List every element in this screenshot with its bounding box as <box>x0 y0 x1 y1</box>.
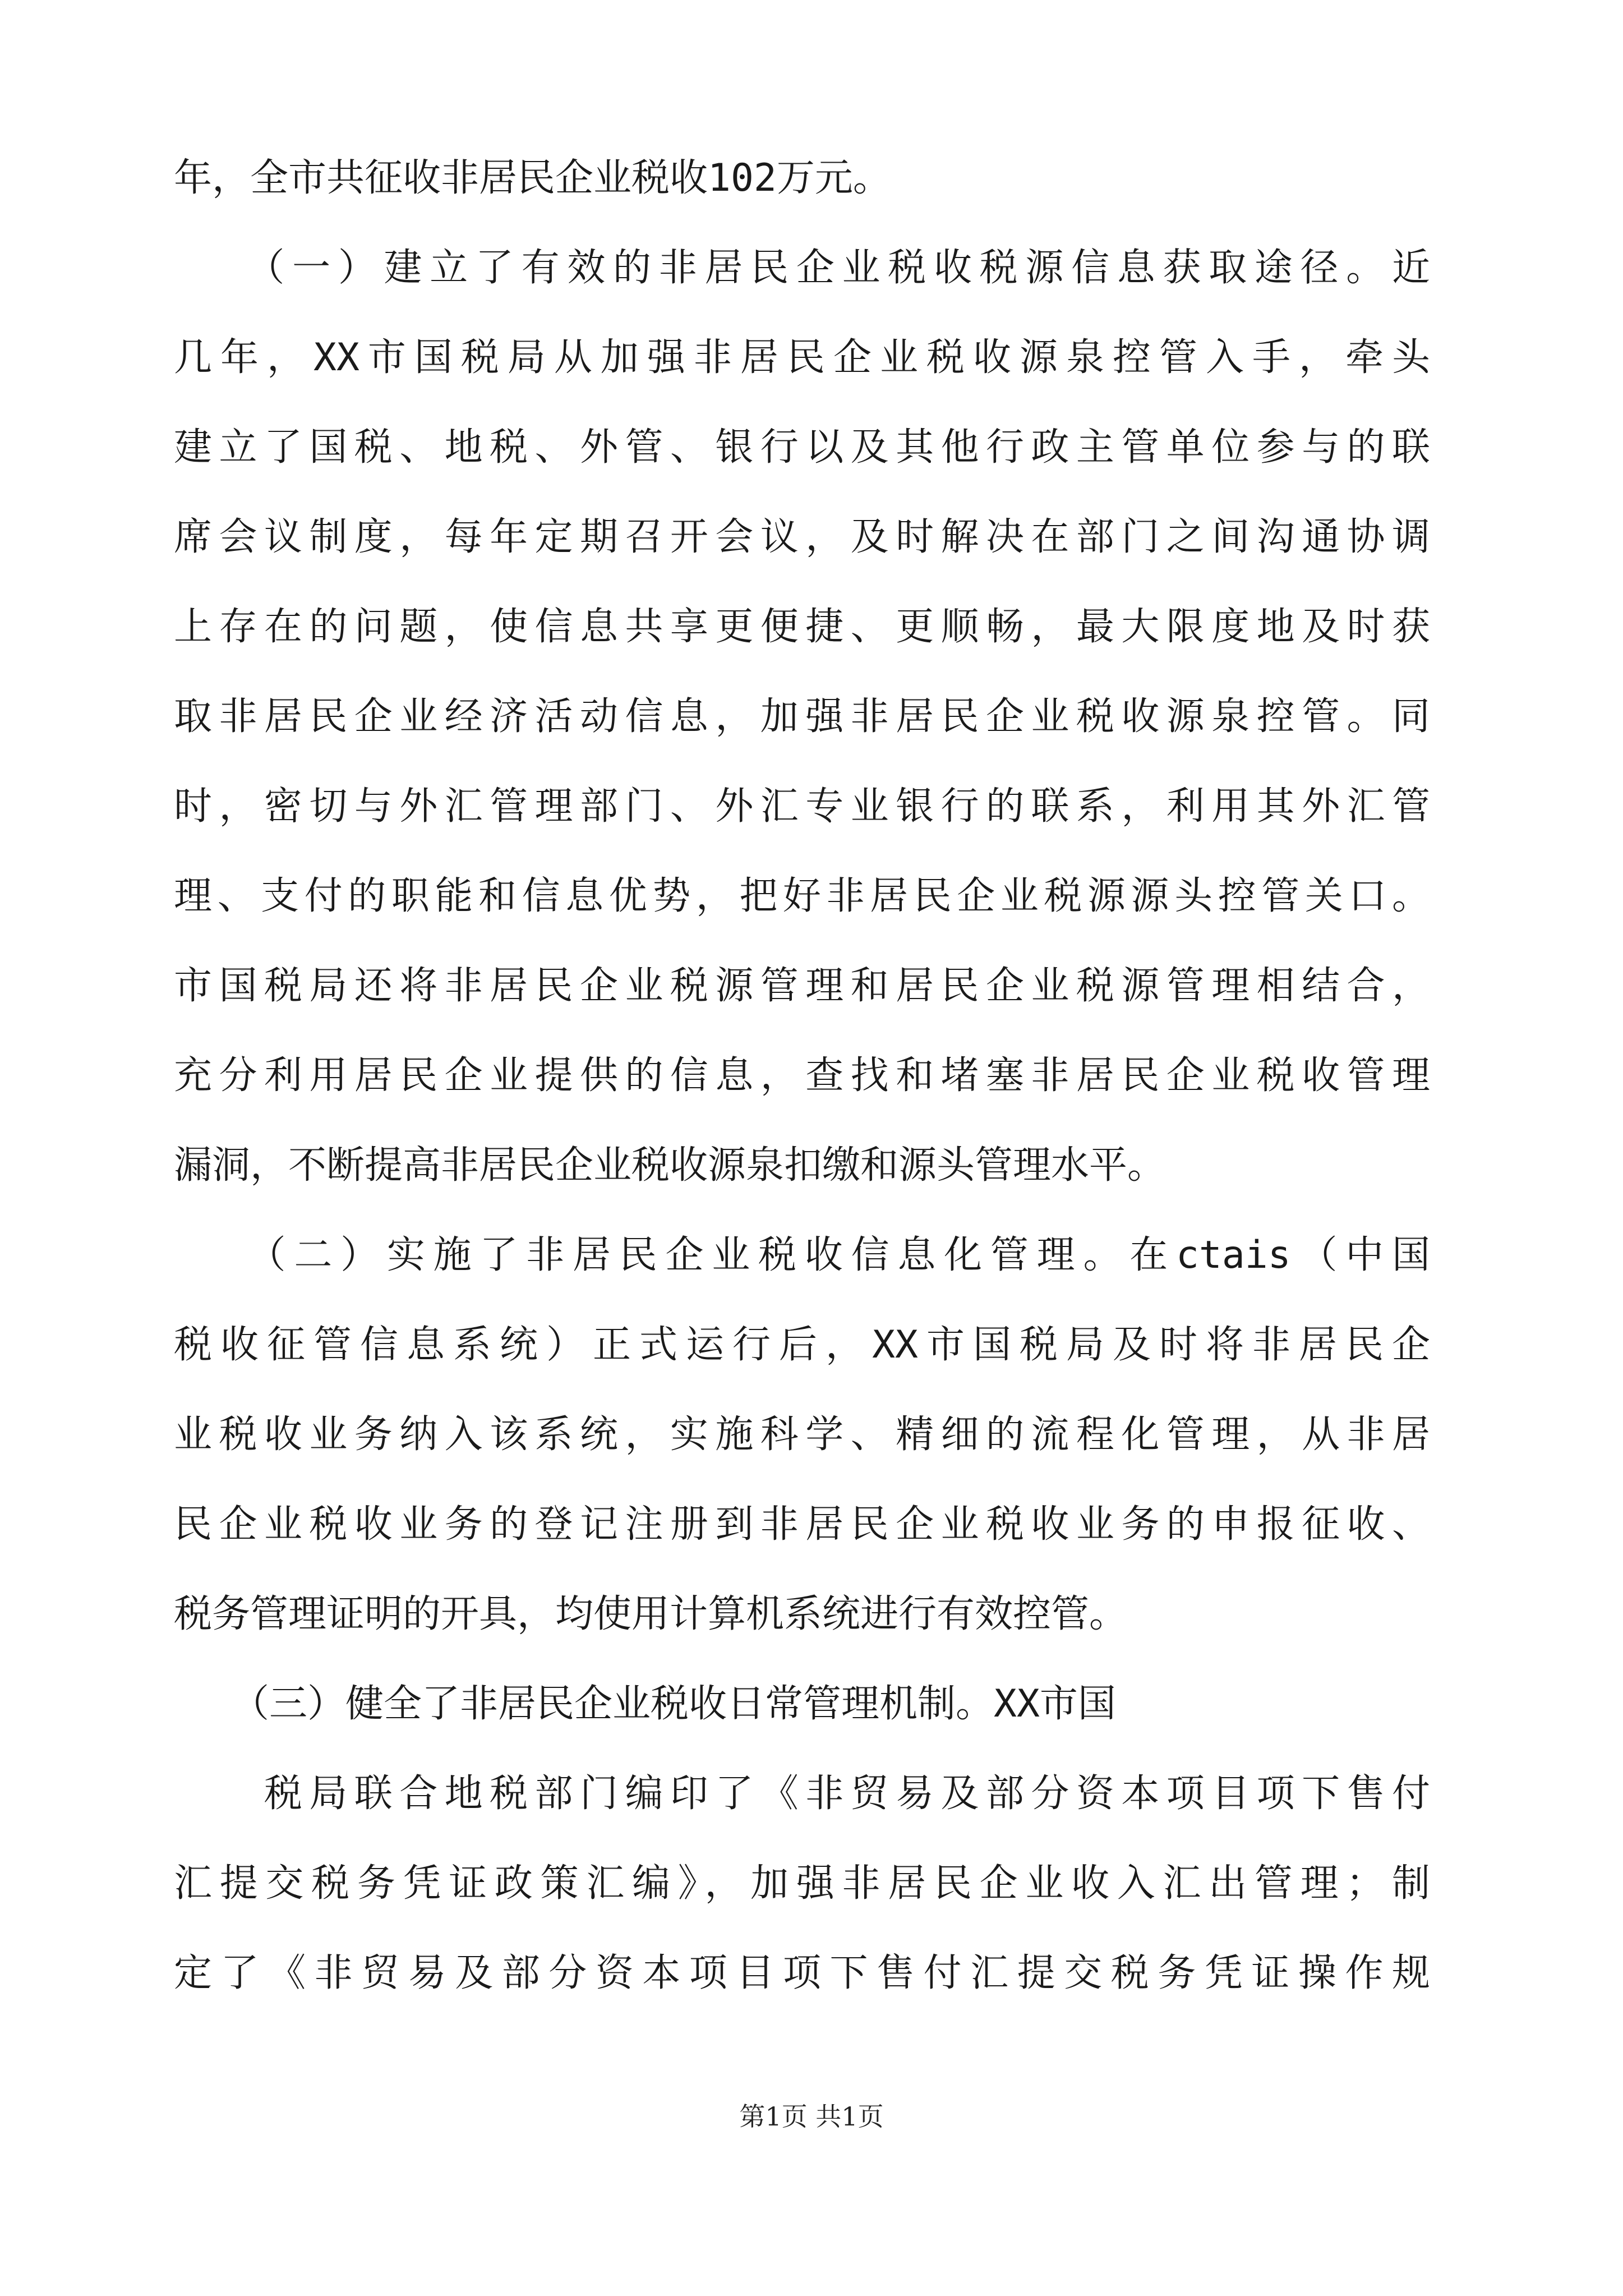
text-line: （二）实施了非居民企业税收信息化管理。在ctais（中国 <box>174 1233 1430 1277</box>
text-line: 漏洞，不断提高非居民企业税收源泉扣缴和源头管理水平。 <box>174 1143 1166 1188</box>
text-line: 席会议制度，每年定期召开会议，及时解决在部门之间沟通协调 <box>174 515 1430 559</box>
text-line: 取非居民企业经济活动信息，加强非居民企业税收源泉控管。同 <box>174 694 1430 739</box>
text-line: 年，全市共征收非居民企业税收102万元。 <box>174 156 891 200</box>
text-line: 建立了国税、地税、外管、银行以及其他行政主管单位参与的联 <box>174 425 1430 470</box>
text-line: 税务管理证明的开具，均使用计算机系统进行有效控管。 <box>174 1592 1128 1636</box>
text-line: （一）建立了有效的非居民企业税收税源信息获取途径。近 <box>174 246 1430 290</box>
text-line: 时，密切与外汇管理部门、外汇专业银行的联系，利用其外汇管 <box>174 784 1430 829</box>
page-number-footer: 第1页 共1页 <box>739 2101 884 2132</box>
text-line: （三）健全了非居民企业税收日常管理机制。XX市国 <box>174 1682 1116 1726</box>
text-line: 汇提交税务凭证政策汇编》，加强非居民企业收入汇出管理；制 <box>174 1861 1430 1906</box>
text-line: 上存在的问题，使信息共享更便捷、更顺畅，最大限度地及时获 <box>174 605 1430 649</box>
text-line: 税收征管信息系统）正式运行后，XX市国税局及时将非居民企 <box>174 1323 1430 1367</box>
text-line: 充分利用居民企业提供的信息，查找和堵塞非居民企业税收管理 <box>174 1053 1430 1098</box>
text-line: 市国税局还将非居民企业税源管理和居民企业税源管理相结合， <box>174 964 1430 1008</box>
text-line: 理、支付的职能和信息优势，把好非居民企业税源源头控管关口。 <box>174 874 1430 918</box>
text-line: 定了《非贸易及部分资本项目项下售付汇提交税务凭证操作规 <box>174 1951 1430 1995</box>
text-line: 税局联合地税部门编印了《非贸易及部分资本项目项下售付 <box>174 1772 1430 1816</box>
text-line: 业税收业务纳入该系统，实施科学、精细的流程化管理，从非居 <box>174 1412 1430 1457</box>
text-line: 民企业税收业务的登记注册到非居民企业税收业务的申报征收、 <box>174 1502 1430 1547</box>
text-line: 几年，XX市国税局从加强非居民企业税收源泉控管入手，牵头 <box>174 335 1430 380</box>
